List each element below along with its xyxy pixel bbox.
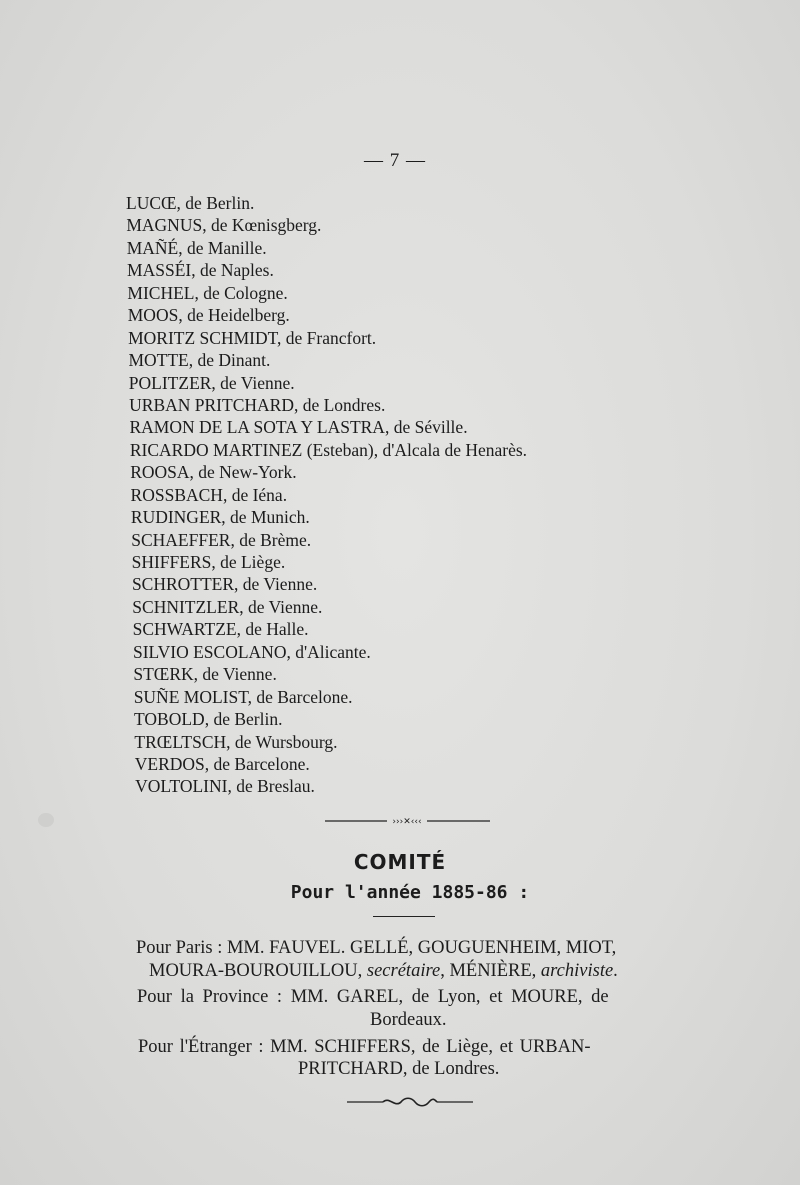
- member-entry: MASSÉI, de Naples.: [127, 260, 274, 281]
- member-entry: RICARDO MARTINEZ (Esteban), d'Alcala de Henarès.: [129, 439, 528, 460]
- member-entry: LUCŒ, de Berlin.: [126, 193, 255, 213]
- member-entry: ROSSBACH, de Iéna.: [130, 484, 288, 505]
- paris-archivist-role: archiviste: [540, 961, 614, 981]
- committee-subheading: Pour l'année 1885-86 :: [290, 882, 530, 903]
- member-entry: SHIFFERS, de Liège.: [131, 552, 286, 572]
- member-entry: SUÑE MOLIST, de Barcelone.: [133, 686, 353, 707]
- committee-paris-line2: [149, 961, 618, 982]
- member-entry: MORITZ SCHMIDT, de Francfort.: [128, 327, 377, 348]
- member-entry: RAMON DE LA SOTA Y LASTRA, de Séville.: [129, 417, 468, 438]
- member-entry: RUDINGER, de Munich.: [130, 507, 310, 528]
- member-entry: STŒRK, de Vienne.: [133, 664, 277, 685]
- committee-paris-line1: Pour Paris : MM. FAUVEL. GELLÉ, GOUGUENHEIM, MIOT,: [136, 938, 617, 958]
- paris-secretary-role: secrétaire: [366, 961, 441, 981]
- page-number: — 7 —: [364, 150, 426, 171]
- member-entry: SCHWARTZE, de Halle.: [132, 619, 309, 640]
- end-ornament: [345, 1094, 475, 1110]
- paris-members-cont: , MÉNIÈRE,: [440, 961, 541, 981]
- member-entry: MOTTE, de Dinant.: [128, 350, 271, 371]
- member-entry: MICHEL, de Cologne.: [127, 282, 288, 303]
- paris-end: .: [613, 961, 618, 981]
- committee-foreign-line2: PRITCHARD, de Londres.: [298, 1059, 500, 1079]
- member-entry: SCHNITZLER, de Vienne.: [132, 596, 323, 617]
- heading-rule: [373, 916, 435, 917]
- member-list: [126, 192, 527, 798]
- member-entry: VOLTOLINI, de Breslau.: [135, 776, 315, 797]
- committee-province-line2: Bordeaux.: [370, 1010, 447, 1030]
- member-entry: MOOS, de Heidelberg.: [127, 305, 290, 326]
- member-entry: MAGNUS, de Kœnisgberg.: [126, 215, 322, 236]
- member-entry: TOBOLD, de Berlin.: [134, 709, 283, 730]
- member-entry: ROOSA, de New-York.: [130, 462, 297, 483]
- member-entry: SILVIO ESCOLANO, d'Alicante.: [133, 641, 371, 662]
- member-entry: SCHAEFFER, de Brème.: [131, 529, 312, 550]
- paper-smudge: [38, 813, 54, 827]
- committee-foreign-line1: Pour l'Étranger : MM. SCHIFFERS, de Liège, et URBAN-: [138, 1037, 591, 1057]
- committee-heading: COMITÉ: [353, 850, 447, 874]
- svg-text:›››✕‹‹‹: ›››✕‹‹‹: [392, 817, 422, 827]
- member-entry: VERDOS, de Barcelone.: [134, 753, 310, 774]
- committee-province-line1: Pour la Province : MM. GAREL, de Lyon, et MOURE, de: [137, 987, 609, 1007]
- section-divider-ornament: [325, 815, 490, 827]
- member-entry: SCHROTTER, de Vienne.: [131, 574, 318, 595]
- paris-members: MOURA-BOUROUILLOU,: [149, 961, 367, 981]
- member-entry: URBAN PRITCHARD, de Londres.: [129, 394, 386, 415]
- member-entry: TRŒLTSCH, de Wursbourg.: [134, 731, 338, 752]
- member-entry: POLITZER, de Vienne.: [128, 372, 295, 393]
- member-entry: MAÑÉ, de Manille.: [126, 237, 267, 258]
